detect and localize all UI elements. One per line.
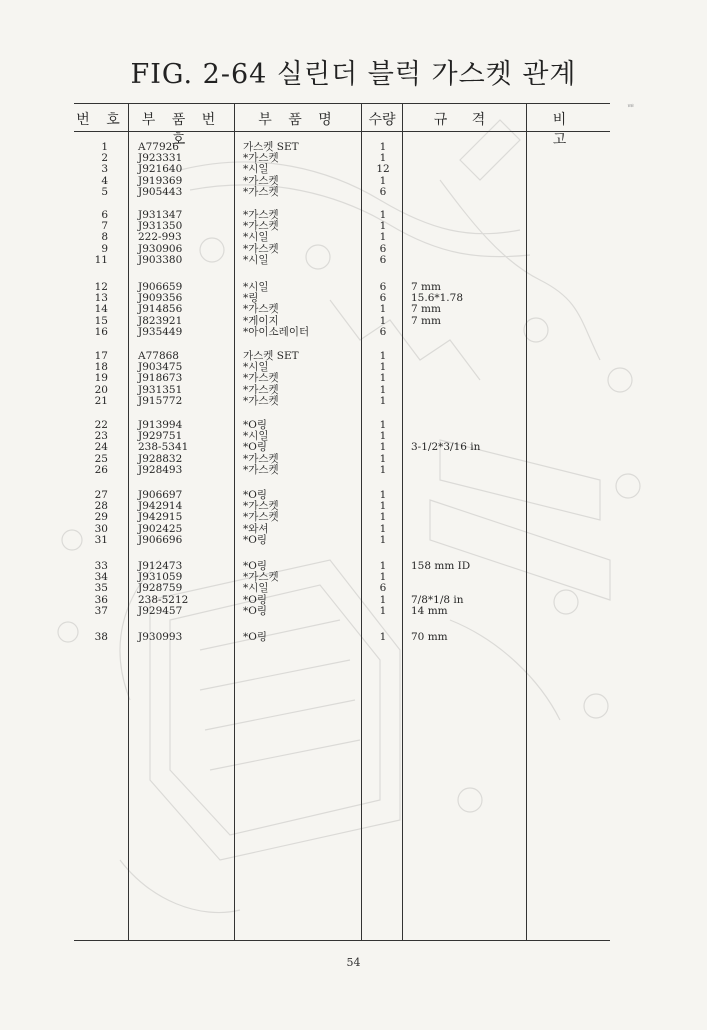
row-part-number: J912473 (138, 560, 183, 572)
row-item-number: 35 (94, 582, 108, 595)
row-item-number: 29 (94, 511, 108, 524)
row-quantity: 1 (379, 220, 387, 233)
row-part-name: *아이소레이터 (243, 325, 310, 338)
row-item-number: 16 (94, 325, 108, 338)
row-part-number: J942915 (138, 511, 183, 524)
row-item-number: 14 (94, 303, 108, 316)
row-part-name: *가스켓 (243, 209, 279, 221)
row-quantity: 6 (379, 582, 387, 595)
row-part-number: J909356 (138, 292, 183, 305)
row-part-number: 238-5341 (138, 441, 189, 454)
row-quantity: 1 (379, 231, 387, 244)
row-part-number: 238-5212 (138, 593, 189, 606)
table-bottom-border (74, 940, 610, 941)
row-part-name: *게이지 (243, 314, 279, 327)
row-part-number: J906697 (138, 489, 183, 501)
header-part-number: 부 품 번 호 (141, 112, 222, 148)
row-part-name: *시일 (243, 163, 269, 176)
row-quantity: 6 (379, 325, 387, 338)
row-quantity: 6 (379, 292, 387, 305)
row-part-number: J906659 (138, 281, 183, 293)
row-quantity: 1 (379, 452, 387, 465)
row-part-name: *가스켓 (243, 152, 279, 165)
row-quantity: 1 (379, 141, 387, 153)
row-part-number: J903380 (138, 253, 183, 266)
row-part-number: J928759 (138, 582, 183, 595)
row-part-name: *가스켓 (243, 394, 279, 407)
row-quantity: 1 (379, 560, 387, 572)
row-part-name: *가스켓 (243, 242, 279, 255)
row-part-name: *시일 (243, 281, 269, 293)
row-spec: 7 mm (411, 314, 441, 327)
row-part-number: J823921 (138, 314, 183, 327)
header-spec: 규 격 (433, 112, 496, 128)
row-part-name: 가스켓 SET (243, 350, 299, 362)
row-part-number: J929751 (138, 430, 183, 443)
row-quantity: 12 (376, 163, 390, 176)
row-quantity: 1 (379, 174, 387, 187)
row-part-number: A77926 (138, 141, 179, 153)
row-part-name: *가스켓 (243, 452, 279, 465)
row-item-number: 9 (101, 242, 108, 255)
column-divider (128, 103, 129, 941)
row-item-number: 36 (94, 593, 108, 606)
row-part-name: *O링 (243, 560, 268, 572)
row-quantity: 1 (379, 419, 387, 431)
header-part-name: 부 품 명 (258, 112, 338, 128)
row-part-name: *시일 (243, 231, 269, 244)
row-part-number: J923331 (138, 152, 183, 165)
row-part-name: *가스켓 (243, 511, 279, 524)
row-quantity: 1 (379, 441, 387, 454)
row-item-number: 4 (101, 174, 108, 187)
row-quantity: 1 (379, 604, 387, 617)
row-part-number: J930993 (138, 631, 183, 643)
row-quantity: 6 (379, 185, 387, 198)
row-item-number: 6 (101, 209, 108, 221)
row-quantity: 6 (379, 253, 387, 266)
row-item-number: 5 (101, 185, 108, 198)
row-item-number: 22 (94, 419, 108, 431)
row-part-number: J928493 (138, 463, 183, 476)
row-item-number: 23 (94, 430, 108, 443)
row-part-number: J906696 (138, 533, 183, 546)
row-part-name: *O링 (243, 489, 268, 501)
row-item-number: 26 (94, 463, 108, 476)
row-item-number: 2 (101, 152, 108, 165)
page-number: 54 (346, 956, 361, 969)
row-spec: 70 mm (411, 631, 448, 643)
row-part-name: *가스켓 (243, 185, 279, 198)
row-quantity: 1 (379, 489, 387, 501)
row-quantity: 1 (379, 593, 387, 606)
row-part-name: *시일 (243, 582, 269, 595)
row-part-number: J942914 (138, 500, 183, 513)
column-divider (402, 103, 403, 941)
header-no: 번 호 (76, 112, 126, 128)
row-quantity: 1 (379, 463, 387, 476)
row-quantity: 6 (379, 281, 387, 293)
row-quantity: 1 (379, 394, 387, 407)
row-item-number: 28 (94, 500, 108, 513)
row-part-number: J903475 (138, 361, 183, 374)
row-part-number: J902425 (138, 522, 183, 535)
row-part-name: *가스켓 (243, 500, 279, 513)
row-item-number: 15 (94, 314, 108, 327)
row-quantity: 1 (379, 303, 387, 316)
row-spec: 158 mm ID (411, 560, 471, 572)
row-item-number: 18 (94, 361, 108, 374)
row-part-number: J935449 (138, 325, 183, 338)
row-part-name: *시일 (243, 361, 269, 374)
row-part-name: *O링 (243, 441, 268, 454)
row-part-number: J931351 (138, 383, 183, 396)
row-part-number: J919369 (138, 174, 183, 187)
row-item-number: 34 (94, 571, 108, 584)
row-quantity: 1 (379, 430, 387, 443)
row-item-number: 37 (94, 604, 108, 617)
column-divider (361, 103, 362, 941)
row-part-name: *O링 (243, 533, 268, 546)
figure-title: FIG. 2-64 실린더 블럭 가스켓 관계 (130, 59, 577, 90)
row-quantity: 1 (379, 314, 387, 327)
row-quantity: 1 (379, 152, 387, 165)
row-quantity: 1 (379, 361, 387, 374)
row-part-name: *시일 (243, 253, 269, 266)
row-part-name: *O링 (243, 631, 268, 643)
row-part-number: J931059 (138, 571, 183, 584)
row-part-name: *O링 (243, 604, 268, 617)
row-spec: 7 mm (411, 303, 441, 316)
row-item-number: 33 (94, 560, 108, 572)
row-item-number: 13 (94, 292, 108, 305)
row-spec: 7 mm (411, 281, 441, 293)
row-part-name: *링 (243, 292, 259, 305)
header-remark: 비 고 (552, 112, 585, 148)
row-item-number: 20 (94, 383, 108, 396)
row-part-number: J918673 (138, 372, 183, 385)
table-top-border (74, 103, 610, 104)
row-quantity: 1 (379, 522, 387, 535)
row-part-number: J905443 (138, 185, 183, 198)
row-quantity: 1 (379, 511, 387, 524)
row-quantity: 1 (379, 209, 387, 221)
row-part-number: J921640 (138, 163, 183, 176)
row-quantity: 1 (379, 533, 387, 546)
row-part-number: J930906 (138, 242, 183, 255)
row-part-number: J915772 (138, 394, 183, 407)
row-part-name: *가스켓 (243, 220, 279, 233)
row-part-number: J914856 (138, 303, 183, 316)
row-part-number: J913994 (138, 419, 183, 431)
row-item-number: 7 (101, 220, 108, 233)
row-part-name: *와셔 (243, 522, 269, 535)
row-item-number: 30 (94, 522, 108, 535)
row-item-number: 25 (94, 452, 108, 465)
row-part-number: J931350 (138, 220, 183, 233)
row-part-number: J929457 (138, 604, 183, 617)
row-part-name: *O링 (243, 419, 268, 431)
row-quantity: 1 (379, 631, 387, 643)
row-item-number: 12 (94, 281, 108, 293)
row-item-number: 24 (94, 441, 108, 454)
row-part-name: 가스켓 SET (243, 141, 299, 153)
row-part-number: 222-993 (138, 231, 182, 244)
row-spec: 14 mm (411, 604, 448, 617)
row-item-number: 17 (94, 350, 108, 362)
row-quantity: 1 (379, 383, 387, 396)
row-item-number: 38 (94, 631, 108, 643)
row-part-number: J928832 (138, 452, 183, 465)
row-part-number: A77868 (138, 350, 179, 362)
row-item-number: 21 (94, 394, 108, 407)
row-part-number: J931347 (138, 209, 183, 221)
row-item-number: 8 (101, 231, 108, 244)
row-part-name: *가스켓 (243, 372, 279, 385)
row-part-name: *가스켓 (243, 303, 279, 316)
row-part-name: *가스켓 (243, 463, 279, 476)
row-item-number: 27 (94, 489, 108, 501)
row-part-name: *O링 (243, 593, 268, 606)
row-quantity: 1 (379, 372, 387, 385)
row-quantity: 6 (379, 242, 387, 255)
row-part-name: *시일 (243, 430, 269, 443)
column-divider (526, 103, 527, 941)
column-divider (234, 103, 235, 941)
row-spec: 3-1/2*3/16 in (411, 441, 481, 454)
row-spec: 15.6*1.78 (411, 292, 464, 305)
row-quantity: 1 (379, 571, 387, 584)
row-part-name: *가스켓 (243, 174, 279, 187)
row-item-number: 31 (94, 533, 108, 546)
header-quantity: 수량 (368, 112, 396, 128)
row-quantity: 1 (379, 500, 387, 513)
row-spec: 7/8*1/8 in (411, 593, 464, 606)
row-part-name: *가스켓 (243, 383, 279, 396)
row-quantity: 1 (379, 350, 387, 362)
row-item-number: 11 (94, 253, 108, 266)
row-part-name: *가스켓 (243, 571, 279, 584)
row-item-number: 19 (94, 372, 108, 385)
row-item-number: 1 (101, 141, 108, 153)
scan-stamp-mark: ᆸᆸ (626, 99, 635, 109)
row-item-number: 3 (101, 163, 108, 176)
